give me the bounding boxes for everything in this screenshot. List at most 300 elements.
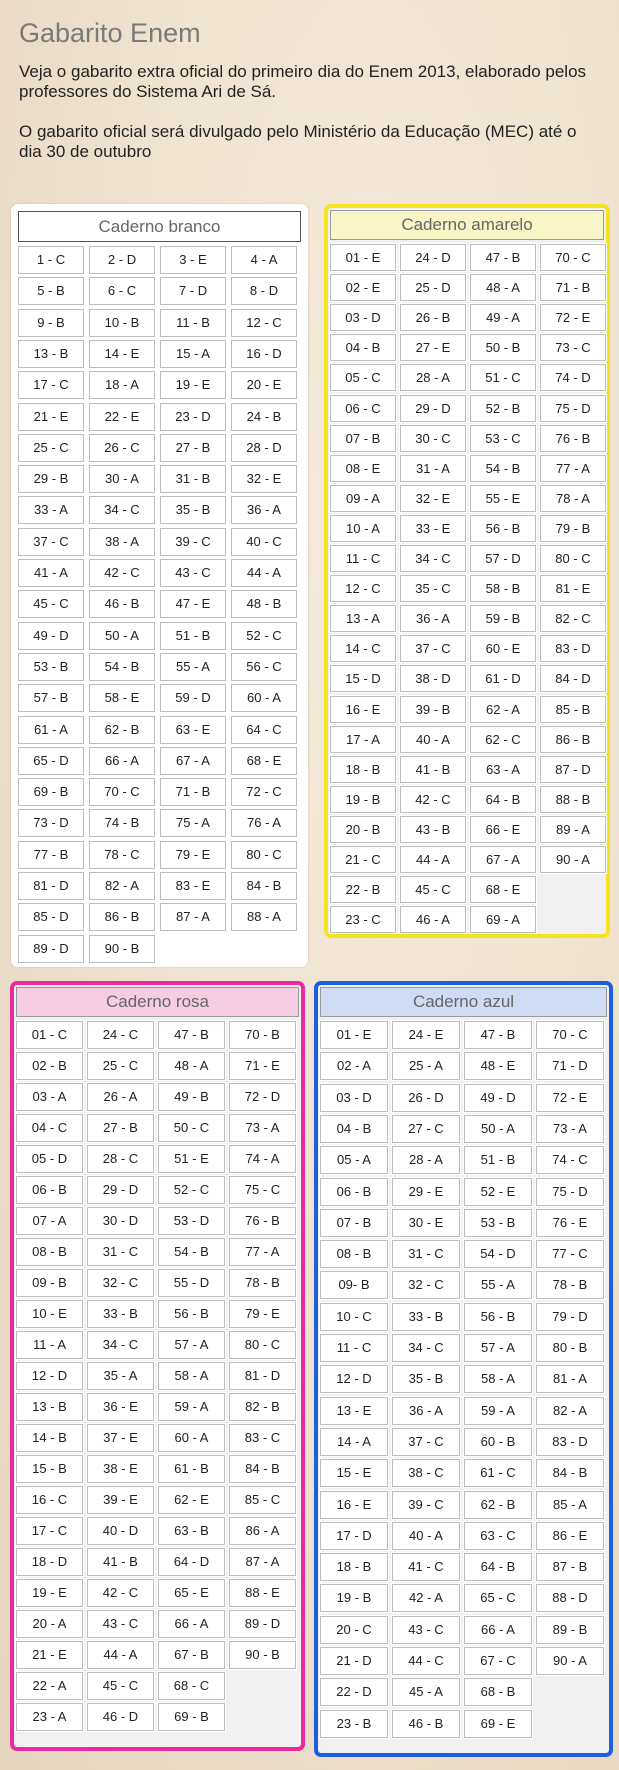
answer-cell: 46 - A	[400, 906, 466, 933]
answer-cell: 69 - B	[18, 778, 84, 806]
answer-cell: 37 - E	[87, 1424, 154, 1452]
answer-cell: 04 - B	[330, 334, 396, 361]
answer-cell: 18 - D	[16, 1548, 83, 1576]
answer-cell: 17 - A	[330, 726, 396, 753]
answer-cell: 43 - C	[160, 559, 226, 587]
answer-cell: 34 - C	[400, 545, 466, 572]
answer-cell: 17 - C	[18, 371, 84, 399]
answer-cell: 50 - C	[158, 1114, 225, 1142]
answer-cell: 71 - B	[160, 778, 226, 806]
answer-cell: 60 - E	[470, 635, 536, 662]
answer-cell: 62 - E	[158, 1486, 225, 1514]
answer-cell: 41 - B	[87, 1548, 154, 1576]
answer-cell: 05 - A	[320, 1146, 388, 1174]
answer-cell: 13 - B	[18, 340, 84, 368]
answer-cell: 48 - A	[158, 1052, 225, 1080]
answer-cell: 37 - C	[392, 1428, 460, 1456]
answer-cell: 14 - E	[89, 340, 155, 368]
answer-cell: 12 - C	[330, 575, 396, 602]
answer-cell: 28 - A	[400, 364, 466, 391]
answer-cell: 29 - D	[400, 395, 466, 422]
answer-cell: 66 - A	[89, 747, 155, 775]
answer-cell: 24 - D	[400, 244, 466, 271]
answer-cell: 50 - A	[464, 1115, 532, 1143]
caderno-azul-card	[314, 981, 613, 1757]
answer-cell: 45 - A	[392, 1678, 460, 1706]
answer-cell: 46 - B	[89, 590, 155, 618]
answer-cell: 58 - B	[470, 575, 536, 602]
answer-cell: 79 - E	[160, 841, 226, 869]
answer-cell: 60 - A	[158, 1424, 225, 1452]
answer-cell: 19 - B	[330, 786, 396, 813]
answer-cell: 40 - D	[87, 1517, 154, 1545]
answer-cell: 25 - D	[400, 274, 466, 301]
answer-cell: 07 - B	[330, 425, 396, 452]
answer-cell: 64 - B	[470, 786, 536, 813]
answer-cell: 87 - A	[160, 903, 226, 931]
answer-cell: 47 - B	[470, 244, 536, 271]
answer-cell: 81 - A	[536, 1365, 604, 1393]
answer-cell: 80 - C	[229, 1331, 296, 1359]
caderno-rosa-card	[10, 981, 305, 1751]
answer-cell: 27 - B	[160, 434, 226, 462]
answer-cell: 56 - B	[464, 1303, 532, 1331]
answer-cell: 80 - B	[536, 1334, 604, 1362]
answer-cell: 24 - E	[392, 1021, 460, 1049]
answer-cell: 38 - C	[392, 1459, 460, 1487]
answer-cell: 78 - A	[540, 485, 606, 512]
answer-cell: 79 - E	[229, 1300, 296, 1328]
answer-cell: 37 - C	[400, 635, 466, 662]
answer-cell: 28 - C	[87, 1145, 154, 1173]
answer-cell: 43 - B	[400, 816, 466, 843]
answer-cell: 35 - A	[87, 1362, 154, 1390]
answer-cell: 19 - E	[160, 371, 226, 399]
caderno-amarelo-card	[324, 204, 610, 938]
answer-cell: 89 - B	[536, 1616, 604, 1644]
answer-cell: 60 - A	[231, 684, 297, 712]
answer-cell: 22 - B	[330, 876, 396, 903]
answer-cell: 08 - E	[330, 455, 396, 482]
answer-cell: 48 - E	[464, 1052, 532, 1080]
answer-cell: 74 - C	[536, 1146, 604, 1174]
answer-cell: 87 - A	[229, 1548, 296, 1576]
answer-cell: 36 - A	[392, 1397, 460, 1425]
answer-cell: 15 - E	[320, 1459, 388, 1487]
answer-cell: 53 - B	[464, 1209, 532, 1237]
answer-cell: 61 - A	[18, 716, 84, 744]
answer-cell: 14 - A	[320, 1428, 388, 1456]
answer-cell: 61 - C	[464, 1459, 532, 1487]
answer-cell: 41 - A	[18, 559, 84, 587]
answer-cell: 43 - C	[392, 1616, 460, 1644]
answer-cell: 03 - A	[16, 1083, 83, 1111]
answer-cell: 51 - E	[158, 1145, 225, 1173]
answer-cell: 37 - C	[18, 528, 84, 556]
answer-cell: 88 - E	[229, 1579, 296, 1607]
answer-cell: 30 - D	[87, 1207, 154, 1235]
answer-cell: 76 - E	[536, 1209, 604, 1237]
answer-cell: 55 - A	[160, 653, 226, 681]
answer-cell: 85 - C	[229, 1486, 296, 1514]
answer-cell: 73 - D	[18, 809, 84, 837]
answer-cell: 69 - E	[464, 1710, 532, 1738]
answer-cell: 63 - A	[470, 756, 536, 783]
answer-cell: 74 - A	[229, 1145, 296, 1173]
answer-cell: 89 - D	[18, 935, 84, 963]
answer-cell: 54 - B	[158, 1238, 225, 1266]
answer-cell: 49 - B	[158, 1083, 225, 1111]
answer-cell: 29 - E	[392, 1178, 460, 1206]
answer-cell: 86 - E	[536, 1522, 604, 1550]
answer-cell: 52 - E	[464, 1178, 532, 1206]
answer-cell: 19 - B	[320, 1584, 388, 1612]
answer-cell: 31 - B	[160, 465, 226, 493]
answer-cell: 55 - E	[470, 485, 536, 512]
answer-cell: 59 - A	[464, 1397, 532, 1425]
answer-cell: 33 - B	[392, 1303, 460, 1331]
answer-cell: 80 - C	[540, 545, 606, 572]
answer-cell: 26 - B	[400, 304, 466, 331]
answer-cell: 08 - B	[320, 1240, 388, 1268]
answer-cell: 54 - D	[464, 1240, 532, 1268]
answer-cell: 23 - D	[160, 403, 226, 431]
caderno-branco-card	[11, 204, 308, 967]
answer-cell: 72 - E	[540, 304, 606, 331]
answer-cell: 41 - B	[400, 756, 466, 783]
answer-cell: 01 - E	[330, 244, 396, 271]
answer-cell: 76 - A	[231, 809, 297, 837]
answer-cell: 47 - B	[464, 1021, 532, 1049]
caderno-amarelo-title: Caderno amarelo	[330, 210, 604, 240]
answer-cell: 83 - E	[160, 872, 226, 900]
answer-cell: 44 - A	[400, 846, 466, 873]
answer-cell: 48 - A	[470, 274, 536, 301]
answer-cell: 48 - B	[231, 590, 297, 618]
answer-cell: 44 - A	[231, 559, 297, 587]
answer-cell: 28 - D	[231, 434, 297, 462]
answer-cell: 69 - A	[470, 906, 536, 933]
answer-cell: 28 - A	[392, 1146, 460, 1174]
answer-cell: 45 - C	[18, 590, 84, 618]
answer-cell: 65 - D	[18, 747, 84, 775]
answer-cell: 25 - A	[392, 1052, 460, 1080]
answer-cell: 72 - D	[229, 1083, 296, 1111]
answer-cell: 57 - A	[464, 1334, 532, 1362]
answer-cell: 22 - D	[320, 1678, 388, 1706]
answer-cell: 63 - C	[464, 1522, 532, 1550]
answer-cell: 06 - B	[16, 1176, 83, 1204]
answer-cell: 22 - E	[89, 403, 155, 431]
answer-cell: 27 - B	[87, 1114, 154, 1142]
answer-cell: 14 - C	[330, 635, 396, 662]
caderno-branco-title: Caderno branco	[18, 211, 301, 242]
answer-cell: 58 - E	[89, 684, 155, 712]
answer-cell: 45 - C	[400, 876, 466, 903]
answer-cell: 62 - A	[470, 696, 536, 723]
answer-cell: 50 - B	[470, 334, 536, 361]
answer-cell: 87 - B	[536, 1553, 604, 1581]
page-title: Gabarito Enem	[19, 18, 201, 48]
answer-cell: 67 - A	[470, 846, 536, 873]
answer-cell: 31 - C	[87, 1238, 154, 1266]
answer-cell: 84 - D	[540, 665, 606, 692]
answer-cell: 33 - E	[400, 515, 466, 542]
answer-cell: 35 - B	[392, 1365, 460, 1393]
answer-cell: 30 - C	[400, 425, 466, 452]
answer-cell: 30 - E	[392, 1209, 460, 1237]
answer-cell: 01 - C	[16, 1021, 83, 1049]
answer-cell: 65 - C	[464, 1584, 532, 1612]
answer-cell: 42 - C	[400, 786, 466, 813]
answer-cell: 03 - D	[320, 1084, 388, 1112]
answer-cell: 63 - B	[158, 1517, 225, 1545]
answer-cell: 52 - B	[470, 395, 536, 422]
answer-cell: 57 - D	[470, 545, 536, 572]
answer-cell: 23 - B	[320, 1710, 388, 1738]
answer-cell: 49 - D	[18, 622, 84, 650]
answer-cell: 16 - E	[330, 696, 396, 723]
answer-cell: 07 - A	[16, 1207, 83, 1235]
answer-cell: 08 - B	[16, 1238, 83, 1266]
answer-cell: 53 - B	[18, 653, 84, 681]
answer-cell: 59 - D	[160, 684, 226, 712]
answer-cell: 04 - B	[320, 1115, 388, 1143]
answer-cell: 52 - C	[231, 622, 297, 650]
answer-cell: 27 - E	[400, 334, 466, 361]
answer-cell: 83 - D	[540, 635, 606, 662]
answer-cell: 18 - B	[320, 1553, 388, 1581]
answer-cell: 15 - A	[160, 340, 226, 368]
caderno-azul-title: Caderno azul	[320, 987, 607, 1017]
answer-cell: 51 - C	[470, 364, 536, 391]
answer-cell: 71 - D	[536, 1052, 604, 1080]
answer-cell: 76 - B	[540, 425, 606, 452]
answer-cell: 73 - C	[540, 334, 606, 361]
answer-cell: 05 - D	[16, 1145, 83, 1173]
answer-cell: 88 - B	[540, 786, 606, 813]
answer-cell: 39 - C	[160, 528, 226, 556]
answer-cell: 69 - B	[158, 1703, 225, 1731]
answer-cell: 12 - C	[231, 309, 297, 337]
answer-cell: 36 - E	[87, 1393, 154, 1421]
answer-cell: 17 - C	[16, 1517, 83, 1545]
answer-cell: 39 - E	[87, 1486, 154, 1514]
answer-cell: 29 - B	[18, 465, 84, 493]
answer-cell: 41 - C	[392, 1553, 460, 1581]
answer-cell: 8 - D	[231, 277, 297, 305]
answer-cell: 10 - E	[16, 1300, 83, 1328]
answer-cell: 81 - E	[540, 575, 606, 602]
answer-cell: 27 - C	[392, 1115, 460, 1143]
answer-cell: 89 - D	[229, 1610, 296, 1638]
answer-cell: 11 - C	[330, 545, 396, 572]
answer-cell: 56 - B	[470, 515, 536, 542]
answer-cell: 86 - A	[229, 1517, 296, 1545]
answer-cell: 85 - A	[536, 1491, 604, 1519]
answer-cell: 76 - B	[229, 1207, 296, 1235]
answer-cell: 38 - E	[87, 1455, 154, 1483]
answer-cell: 13 - A	[330, 605, 396, 632]
answer-cell: 32 - E	[400, 485, 466, 512]
answer-cell: 80 - C	[231, 841, 297, 869]
answer-cell: 03 - D	[330, 304, 396, 331]
answer-cell: 42 - A	[392, 1584, 460, 1612]
answer-cell: 55 - A	[464, 1271, 532, 1299]
answer-cell: 5 - B	[18, 277, 84, 305]
answer-cell: 15 - D	[330, 665, 396, 692]
answer-cell: 88 - A	[231, 903, 297, 931]
answer-cell: 67 - A	[160, 747, 226, 775]
answer-cell: 24 - B	[231, 403, 297, 431]
answer-cell: 46 - B	[392, 1710, 460, 1738]
answer-cell: 89 - A	[540, 816, 606, 843]
answer-cell: 84 - B	[536, 1459, 604, 1487]
answer-cell: 68 - E	[231, 747, 297, 775]
answer-cell: 77 - B	[18, 841, 84, 869]
answer-cell: 83 - C	[229, 1424, 296, 1452]
answer-cell: 67 - C	[464, 1647, 532, 1675]
answer-cell: 50 - A	[89, 622, 155, 650]
answer-cell: 39 - B	[400, 696, 466, 723]
answer-cell: 11 - A	[16, 1331, 83, 1359]
answer-cell: 32 - C	[87, 1269, 154, 1297]
answer-cell: 38 - D	[400, 665, 466, 692]
answer-cell: 15 - B	[16, 1455, 83, 1483]
answer-cell: 39 - C	[392, 1491, 460, 1519]
answer-cell: 14 - B	[16, 1424, 83, 1452]
answer-cell: 53 - D	[158, 1207, 225, 1235]
answer-cell: 35 - C	[400, 575, 466, 602]
answer-cell: 75 - D	[540, 395, 606, 422]
answer-cell: 9 - B	[18, 309, 84, 337]
answer-cell: 02 - A	[320, 1052, 388, 1080]
answer-cell: 78 - B	[229, 1269, 296, 1297]
answer-cell: 57 - B	[18, 684, 84, 712]
answer-cell: 58 - A	[464, 1365, 532, 1393]
answer-cell: 68 - C	[158, 1672, 225, 1700]
answer-cell: 44 - C	[392, 1647, 460, 1675]
answer-cell: 2 - D	[89, 246, 155, 274]
answer-cell: 79 - D	[536, 1303, 604, 1331]
answer-cell: 12 - D	[16, 1362, 83, 1390]
answer-cell: 42 - C	[87, 1579, 154, 1607]
answer-cell: 49 - A	[470, 304, 536, 331]
answer-cell: 54 - B	[470, 455, 536, 482]
answer-cell: 71 - E	[229, 1052, 296, 1080]
answer-cell: 70 - C	[536, 1021, 604, 1049]
answer-cell: 74 - D	[540, 364, 606, 391]
answer-cell: 75 - A	[160, 809, 226, 837]
answer-cell: 55 - D	[158, 1269, 225, 1297]
answer-cell: 09 - B	[16, 1269, 83, 1297]
answer-cell: 43 - C	[87, 1610, 154, 1638]
answer-cell: 66 - A	[158, 1610, 225, 1638]
answer-cell: 72 - C	[231, 778, 297, 806]
answer-cell: 68 - E	[470, 876, 536, 903]
answer-cell: 20 - A	[16, 1610, 83, 1638]
answer-cell: 86 - B	[540, 726, 606, 753]
answer-cell: 54 - B	[89, 653, 155, 681]
answer-cell: 09 - A	[330, 485, 396, 512]
answer-cell: 51 - B	[464, 1146, 532, 1174]
answer-cell: 57 - A	[158, 1331, 225, 1359]
answer-cell: 90 - A	[540, 846, 606, 873]
answer-cell: 17 - D	[320, 1522, 388, 1550]
answer-cell: 3 - E	[160, 246, 226, 274]
answer-cell: 33 - B	[87, 1300, 154, 1328]
answer-cell: 78 - C	[89, 841, 155, 869]
answer-cell: 64 - D	[158, 1548, 225, 1576]
intro-paragraph: Veja o gabarito extra oficial do primeiro dia do Enem 2013, elaborado pelos professores do Sistema Ari de Sá.	[19, 62, 587, 101]
answer-cell: 86 - B	[89, 903, 155, 931]
answer-cell: 19 - E	[16, 1579, 83, 1607]
caderno-rosa-title: Caderno rosa	[16, 987, 299, 1017]
answer-cell: 90 - B	[229, 1641, 296, 1669]
answer-cell: 59 - B	[470, 605, 536, 632]
answer-cell: 46 - D	[87, 1703, 154, 1731]
answer-cell: 35 - B	[160, 496, 226, 524]
answer-cell: 74 - B	[89, 809, 155, 837]
answer-cell: 78 - B	[536, 1271, 604, 1299]
answer-cell: 49 - D	[464, 1084, 532, 1112]
answer-cell: 23 - C	[330, 906, 396, 933]
answer-cell: 36 - A	[400, 605, 466, 632]
answer-cell: 42 - C	[89, 559, 155, 587]
answer-cell: 73 - A	[229, 1114, 296, 1142]
answer-cell: 10 - C	[320, 1303, 388, 1331]
answer-cell: 05 - C	[330, 364, 396, 391]
answer-cell: 1 - C	[18, 246, 84, 274]
answer-cell: 21 - C	[330, 846, 396, 873]
answer-cell: 63 - E	[160, 716, 226, 744]
answer-cell: 64 - B	[464, 1553, 532, 1581]
answer-cell: 61 - B	[158, 1455, 225, 1483]
answer-cell: 04 - C	[16, 1114, 83, 1142]
answer-cell: 34 - C	[392, 1334, 460, 1362]
answer-cell: 62 - B	[464, 1491, 532, 1519]
answer-cell: 84 - B	[229, 1455, 296, 1483]
answer-cell: 18 - A	[89, 371, 155, 399]
answer-cell: 11 - B	[160, 309, 226, 337]
answer-cell: 24 - C	[87, 1021, 154, 1049]
answer-cell: 21 - D	[320, 1647, 388, 1675]
answer-cell: 61 - D	[470, 665, 536, 692]
answer-cell: 32 - C	[392, 1271, 460, 1299]
answer-cell: 18 - B	[330, 756, 396, 783]
answer-cell: 26 - D	[392, 1084, 460, 1112]
answer-cell: 59 - A	[158, 1393, 225, 1421]
answer-cell: 56 - B	[158, 1300, 225, 1328]
answer-cell: 10 - B	[89, 309, 155, 337]
answer-cell: 11 - C	[320, 1334, 388, 1362]
answer-cell: 75 - D	[536, 1178, 604, 1206]
answer-cell: 87 - D	[540, 756, 606, 783]
intro-paragraph: O gabarito oficial será divulgado pelo Ministério da Educação (MEC) até o dia 30 de outubro	[19, 122, 577, 161]
answer-cell: 21 - E	[18, 403, 84, 431]
answer-cell: 73 - A	[536, 1115, 604, 1143]
answer-cell: 40 - A	[400, 726, 466, 753]
answer-cell: 85 - D	[18, 903, 84, 931]
answer-cell: 40 - C	[231, 528, 297, 556]
answer-cell: 10 - A	[330, 515, 396, 542]
answer-cell: 38 - A	[89, 528, 155, 556]
answer-cell: 82 - A	[536, 1397, 604, 1425]
answer-cell: 09- B	[320, 1271, 388, 1299]
answer-cell: 16 - E	[320, 1491, 388, 1519]
answer-cell: 52 - C	[158, 1176, 225, 1204]
answer-cell: 07 - B	[320, 1209, 388, 1237]
